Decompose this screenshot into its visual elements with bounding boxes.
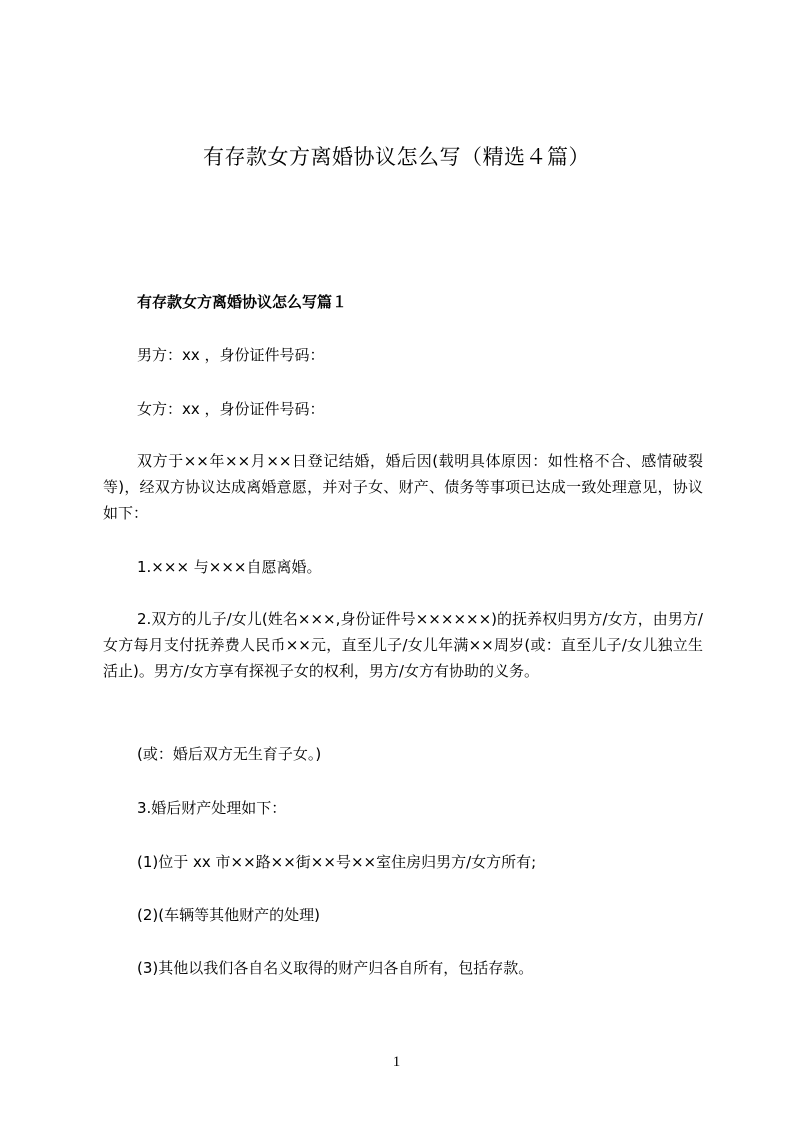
clause-3-item-1: (1)位于 xx 市××路××街××号××室住房归男方/女方所有; <box>137 853 537 871</box>
section-heading: 有存款女方离婚协议怎么写篇１ <box>137 293 348 311</box>
intro-paragraph: 双方于××年××月××日登记结婚，婚后因(载明具体原因：如性格不合、感情破裂等)，经双方协议达成离婚意愿，并对子女、财产、债务等事项已达成一致处理意见，协议如下： <box>103 452 703 522</box>
clause-1: 1.××× 与×××自愿离婚。 <box>137 558 322 576</box>
clause-3: 3.婚后财产处理如下： <box>137 799 287 817</box>
clause-2-alternative: (或：婚后双方无生育子女。) <box>137 745 322 763</box>
document-title: 有存款女方离婚协议怎么写（精选４篇） <box>203 145 590 169</box>
clause-2: 2.双方的儿子/女儿(姓名×××,身份证件号××××××)的抚养权归男方/女方，由男方/女方每月支付抚养费人民币××元，直至儿子/女儿年满××周岁(或：直至儿子/女儿独立生活止)。男方/女方享有探视子女的权利，男方/女方有协助的义务。 <box>103 610 703 680</box>
clause-3-item-3: (3)其他以我们各自名义取得的财产归各自所有，包括存款。 <box>137 959 534 977</box>
party-male-line: 男方：xx ，身份证件号码： <box>137 346 325 364</box>
party-female-line: 女方：xx ，身份证件号码： <box>137 400 325 418</box>
clause-3-item-2: (2)(车辆等其他财产的处理) <box>137 906 320 924</box>
page-number: 1 <box>392 1054 401 1070</box>
